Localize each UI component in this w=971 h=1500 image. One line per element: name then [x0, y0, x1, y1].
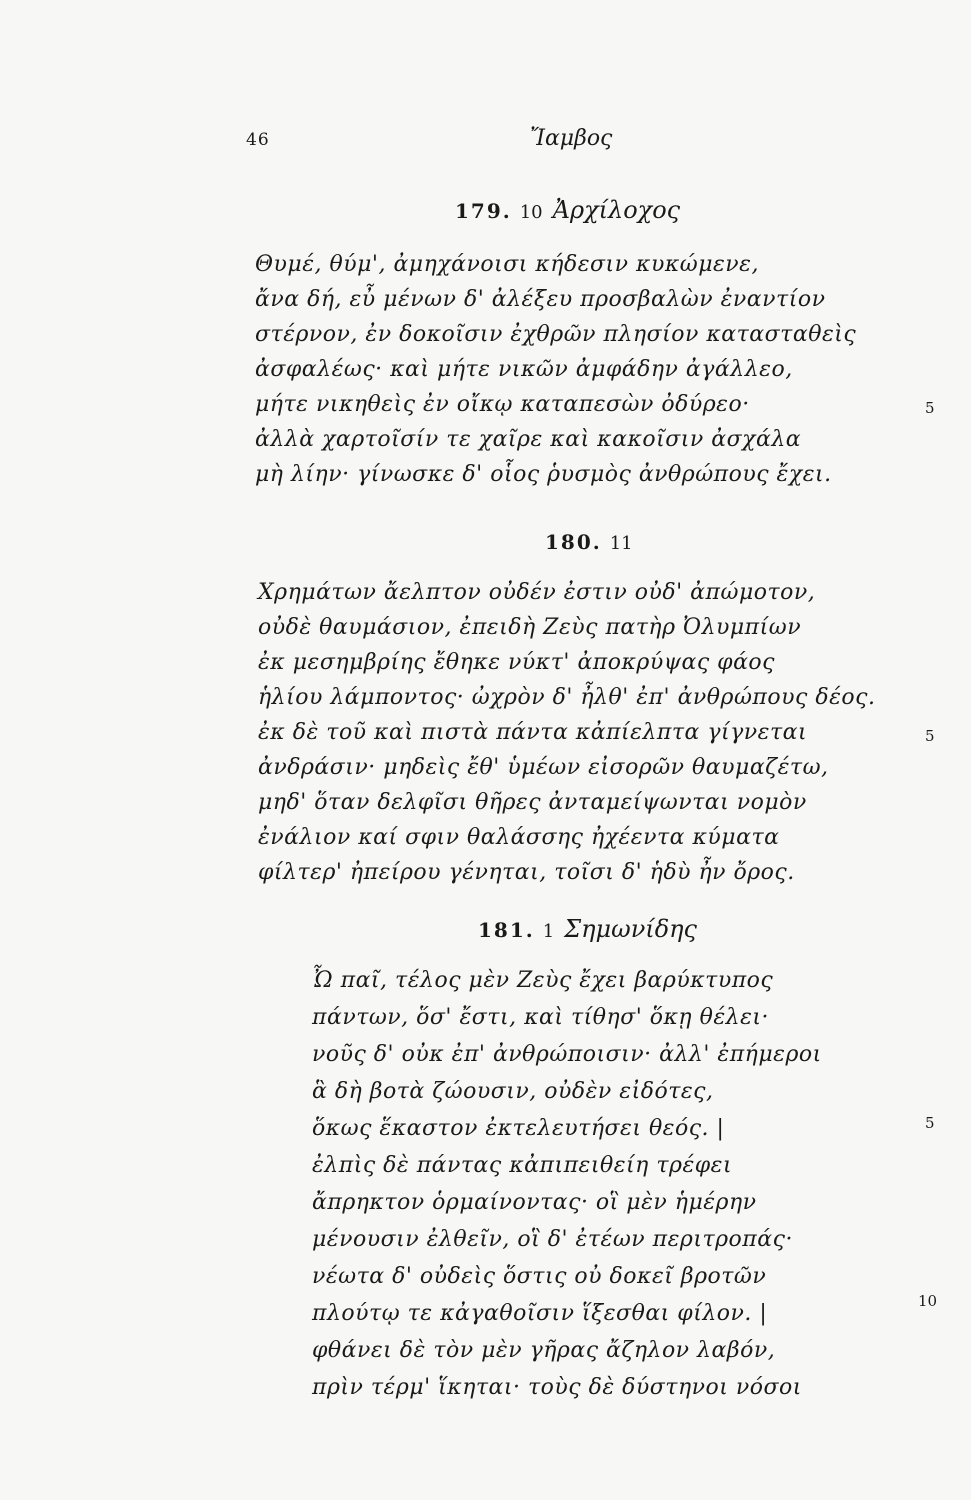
verse-line: ἡλίου λάμποντος· ὠχρὸν δ' ἦλθ' ἐπ' ἀνθρώπους δέος.	[258, 685, 876, 710]
verse-line: Θυμέ, θύμ', ἀμηχάνοισι κήδεσιν κυκώμενε,	[255, 252, 759, 277]
verse-line: ἄπρηκτον ὁρμαίνοντας· οἳ μὲν ἡμέρην	[312, 1190, 757, 1215]
verse-line: οὐδὲ θαυμάσιον, ἐπειδὴ Ζεὺς πατὴρ Ὀλυμπίων	[258, 615, 802, 640]
fragment-subnumber: 1	[542, 921, 555, 942]
verse-line: πλούτῳ τε κἀγαθοῖσιν ἵξεσθαι φίλον. |	[312, 1301, 768, 1326]
line-number: 5	[925, 727, 935, 745]
fragment-subnumber: 10	[519, 202, 543, 223]
line-number: 5	[925, 1114, 935, 1132]
verse-line: πάντων, ὅσ' ἔστι, καὶ τίθησ' ὅκῃ θέλει·	[312, 1005, 770, 1030]
fragment-heading	[478, 915, 697, 943]
line-number: 10	[918, 1292, 938, 1310]
verse-line: Χρημάτων ἄελπτον οὐδέν ἐστιν οὐδ' ἀπώμοτον,	[258, 580, 816, 605]
verse-line: ἃ δὴ βοτὰ ζώουσιν, οὐδὲν εἰδότες,	[312, 1079, 714, 1104]
verse-line: φίλτερ' ἠπείρου γένηται, τοῖσι δ' ἡδὺ ἦν ὄρος.	[258, 860, 795, 885]
fragment-author: Σημωνίδης	[564, 915, 697, 943]
verse-line: ἀνδράσιν· μηδεὶς ἔθ' ὑμέων εἰσορῶν θαυμαζέτω,	[258, 755, 829, 780]
fragment-number: 181.	[478, 918, 535, 942]
fragment-number: 179.	[455, 199, 512, 223]
verse-line: μηδ' ὅταν δελφῖσι θῆρες ἀνταμείψωνται νομὸν	[258, 790, 807, 815]
verse-line: ἐκ δὲ τοῦ καὶ πιστὰ πάντα κἀπίελπτα γίγνεται	[258, 720, 808, 745]
verse-line: μένουσιν ἐλθεῖν, οἳ δ' ἐτέων περιτροπάς·	[312, 1227, 793, 1252]
fragment-heading	[455, 196, 680, 224]
page-number: 46	[246, 130, 270, 150]
fragment-subnumber: 11	[609, 533, 633, 554]
verse-line: ἐλπὶς δὲ πάντας κἀπιπειθείη τρέφει	[312, 1153, 733, 1178]
verse-line: Ὦ παῖ, τέλος μὲν Ζεὺς ἔχει βαρύκτυπος	[312, 968, 774, 993]
verse-line: νοῦς δ' οὐκ ἐπ' ἀνθρώποισιν· ἀλλ' ἐπήμεροι	[312, 1042, 822, 1067]
verse-line: ἐκ μεσημβρίης ἔθηκε νύκτ' ἀποκρύψας φάος	[258, 650, 775, 675]
verse-line: νέωτα δ' οὐδεὶς ὅστις οὐ δοκεῖ βροτῶν	[312, 1264, 767, 1289]
running-head: Ἴαμβος	[530, 126, 613, 151]
fragment-author: Ἀρχίλοχος	[552, 196, 681, 224]
verse-line: ἀλλὰ χαρτοῖσίν τε χαῖρε καὶ κακοῖσιν ἀσχάλα	[255, 427, 802, 452]
verse-line: μὴ λίην· γίνωσκε δ' οἷος ῥυσμὸς ἀνθρώπους ἔχει.	[255, 462, 832, 487]
verse-line: πρὶν τέρμ' ἵκηται· τοὺς δὲ δύστηνοι νόσοι	[312, 1375, 802, 1400]
fragment-number: 180.	[545, 530, 602, 554]
verse-line: ἄνα δή, εὖ μένων δ' ἀλέξευ προσβαλὼν ἐναντίον	[255, 287, 826, 312]
verse-line: ἐνάλιον καί σφιν θαλάσσης ἠχέεντα κύματα	[258, 825, 780, 850]
line-number: 5	[925, 399, 935, 417]
verse-line: ὅκως ἕκαστον ἐκτελευτήσει θεός. |	[312, 1116, 725, 1141]
verse-line: ἀσφαλέως· καὶ μήτε νικῶν ἀμφάδην ἀγάλλεο,	[255, 357, 793, 382]
verse-line: μήτε νικηθεὶς ἐν οἴκῳ καταπεσὼν ὀδύρεο·	[255, 392, 750, 417]
fragment-heading	[545, 527, 633, 555]
verse-line: φθάνει δὲ τὸν μὲν γῆρας ἄζηλον λαβόν,	[312, 1338, 776, 1363]
verse-line: στέρνον, ἐν δοκοῖσιν ἐχθρῶν πλησίον κατασταθεὶς	[255, 322, 857, 347]
